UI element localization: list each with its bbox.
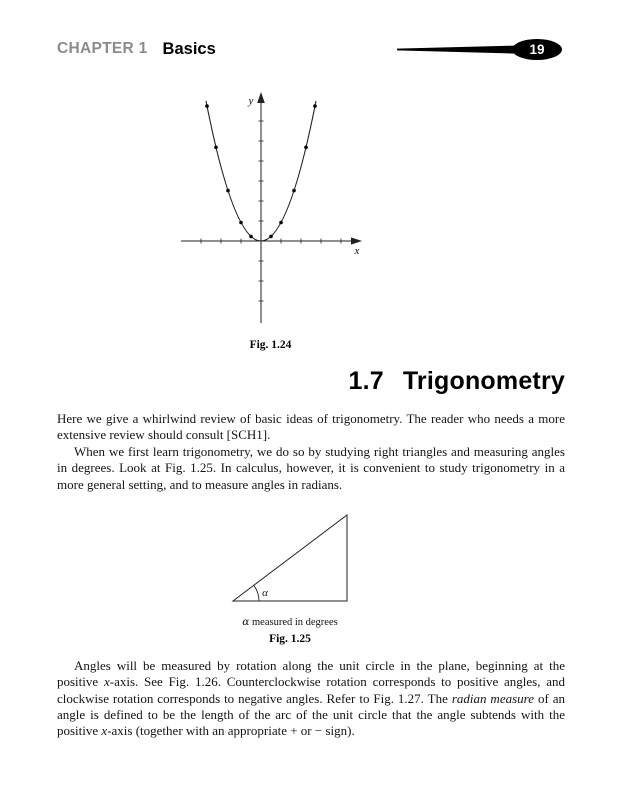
section-heading [57, 367, 565, 396]
parabola-plot [173, 91, 368, 329]
section-title: Trigonometry [402, 367, 565, 395]
angle-label: α [262, 586, 268, 599]
figure-1-25-caption: Fig. 1.25 [269, 632, 311, 645]
section-number: 1.7 [348, 367, 384, 395]
italic-x: x [101, 723, 108, 739]
alpha-symbol: α [242, 615, 250, 628]
page-number: 19 [529, 41, 545, 57]
angle-arc [254, 585, 259, 601]
x-axis-arrow [351, 237, 362, 244]
y-axis-arrow [257, 92, 265, 103]
figure-1-24 [173, 91, 368, 351]
figure-1-24-caption: Fig. 1.24 [249, 339, 292, 351]
content-column [57, 0, 565, 740]
paragraph-intro: Here we give a whirlwind review of basic ideas of trigonometry. The reader who needs a more extensive review should consult [SCH1]. [57, 411, 565, 443]
badge-taper-line [397, 45, 515, 53]
chapter-title: Basics [162, 39, 216, 58]
x-axis-label: x [354, 245, 360, 257]
page-number-badge [397, 37, 565, 62]
triangle-diagram [225, 509, 355, 609]
italic-radian-measure: radian measure [451, 690, 534, 706]
italic-x: x [103, 674, 110, 690]
figure-1-25-note: α measured in degrees [242, 615, 338, 628]
chapter-header [57, 36, 565, 62]
figure-1-25 [225, 509, 355, 645]
paragraph-right-triangles: When we first learn trigonometry, we do so by studying right triangles and measuring angles in degrees. Look at Fig. 1.25. In calculus, however, it is convenient to study trigonometry in a more general setting, and to measure angles in radians. [57, 443, 565, 492]
paragraph-radian-measure: Angles will be measured by rotation along the unit circle in the plane, beginning at the positive x-axis. See Fig. 1.26. Counterclockwise rotation corresponds to positive angles, and clockwise rotation corresponds to negative angles. Refer to Fig. 1.27. The radian measure of an angle is defined to be the length of the arc of the unit circle that the angle subtends with the positive x-axis (together with an appropriate + or − sign). [57, 657, 565, 739]
chapter-label: CHAPTER 1 [57, 40, 148, 57]
right-triangle [233, 515, 347, 601]
y-axis-label: y [248, 95, 254, 107]
